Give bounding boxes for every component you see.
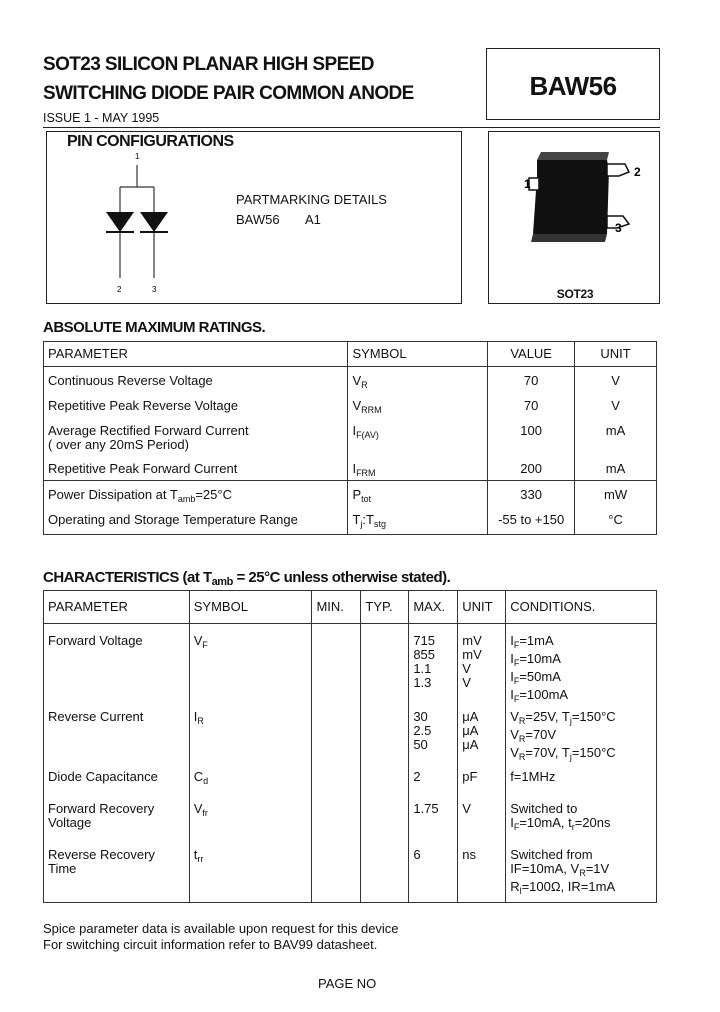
characteristics-heading: CHARACTERISTICS (at $T_{amb} = 25^\circ C$ unless otherwise stated). xyxy=(43,569,451,588)
char-col-min: MIN. xyxy=(312,591,361,624)
abs-max-header-row xyxy=(44,342,657,367)
title-line-2: SWITCHING DIODE PAIR COMMON ANODE xyxy=(43,83,414,104)
package-lead-2 xyxy=(607,164,629,176)
schematic-pin-1: 1 xyxy=(135,152,140,161)
table-row: Forward Recovery Voltage $V_{fr}$ 1.75 V Switched to $I_F=10mA$, $t_r=20ns$ xyxy=(44,800,657,846)
table-row: Forward Voltage $V_F$ 715 855 1.1 1.3 mV mV V V $I_F=1mA$ $I_F=10mA$ $I_F=50mA$ $I_F=100mA$ xyxy=(44,624,657,707)
package-pin-1: 1 xyxy=(524,177,531,191)
table-row: Continuous Reverse Voltage $V_R$ 70 V xyxy=(44,367,657,393)
schematic-pin-2: 2 xyxy=(117,285,122,294)
abs-col-value: VALUE xyxy=(488,342,575,367)
package-pin-3: 3 xyxy=(615,221,622,235)
table-row: Repetitive Peak Reverse Voltage $V_{RRM}$ 70 V xyxy=(44,392,657,417)
abs-max-table xyxy=(43,341,657,535)
header-rule xyxy=(43,127,660,128)
footer-note-spice: Spice parameter data is available upon request for this device xyxy=(43,921,399,936)
page-number: PAGE NO xyxy=(318,976,377,991)
char-col-symbol: SYMBOL xyxy=(189,591,312,624)
char-col-max: MAX. xyxy=(409,591,458,624)
package-pin-2: 2 xyxy=(634,165,641,179)
char-col-unit: UNIT xyxy=(458,591,506,624)
issue-date: ISSUE 1 - MAY 1995 xyxy=(43,111,160,125)
pin-config-box xyxy=(46,131,462,304)
table-row: Operating and Storage Temperature Range $T_j:T_{stg}$ -55 to +150 °C xyxy=(44,506,657,534)
abs-max-heading: ABSOLUTE MAXIMUM RATINGS. xyxy=(43,319,266,336)
title-line-1: SOT23 SILICON PLANAR HIGH SPEED xyxy=(43,54,374,75)
abs-col-parameter: PARAMETER xyxy=(44,342,348,367)
partmarking-code: A1 xyxy=(305,212,321,227)
characteristics-table xyxy=(43,590,657,903)
sot23-package-icon xyxy=(489,132,661,305)
partmarking-part: BAW56 xyxy=(236,212,280,227)
abs-col-unit: UNIT xyxy=(575,342,657,367)
table-row: Reverse Current $I_R$ 30 2.5 50 μA μA μA $V_R=25V$, $T_j=150^\circ C$ $V_R=70V$ $V_R=70V$, $T_j=150^\circ C$ xyxy=(44,706,657,768)
char-header-row xyxy=(44,591,657,624)
table-row: Power Dissipation at $T_{amb}=25^\circ C$ $P_{tot}$ 330 mW xyxy=(44,481,657,507)
diode-right-icon xyxy=(140,212,168,232)
footer-note-switching: For switching circuit information refer to BAV99 datasheet. xyxy=(43,937,378,952)
char-col-conditions: CONDITIONS. xyxy=(506,591,657,624)
package-box xyxy=(488,131,660,304)
partmarking-label: PARTMARKING DETAILS xyxy=(236,192,387,207)
part-number: BAW56 xyxy=(529,71,617,101)
char-col-parameter: PARAMETER xyxy=(44,591,190,624)
abs-col-symbol: SYMBOL xyxy=(348,342,488,367)
schematic-pin-3: 3 xyxy=(152,285,157,294)
table-row: Average Rectified Forward Current ( over any 20mS Period) $I_{F(AV)}$ 100 mA xyxy=(44,417,657,455)
table-row: Diode Capacitance $C_d$ 2 pF f=1MHz xyxy=(44,768,657,800)
char-col-typ: TYP. xyxy=(361,591,409,624)
pin-config-heading: PIN CONFIGURATIONS xyxy=(67,133,234,150)
diode-left-icon xyxy=(106,212,134,232)
table-row: Reverse Recovery Time $t_{rr}$ 6 ns Switched from IF=10mA, $V_R=1V$ $R_l=100\Omega$, IR=1mA xyxy=(44,846,657,902)
part-number-box xyxy=(486,48,660,120)
table-row: Repetitive Peak Forward Current $I_{FRM}$ 200 mA xyxy=(44,455,657,481)
package-name: SOT23 xyxy=(556,287,594,301)
